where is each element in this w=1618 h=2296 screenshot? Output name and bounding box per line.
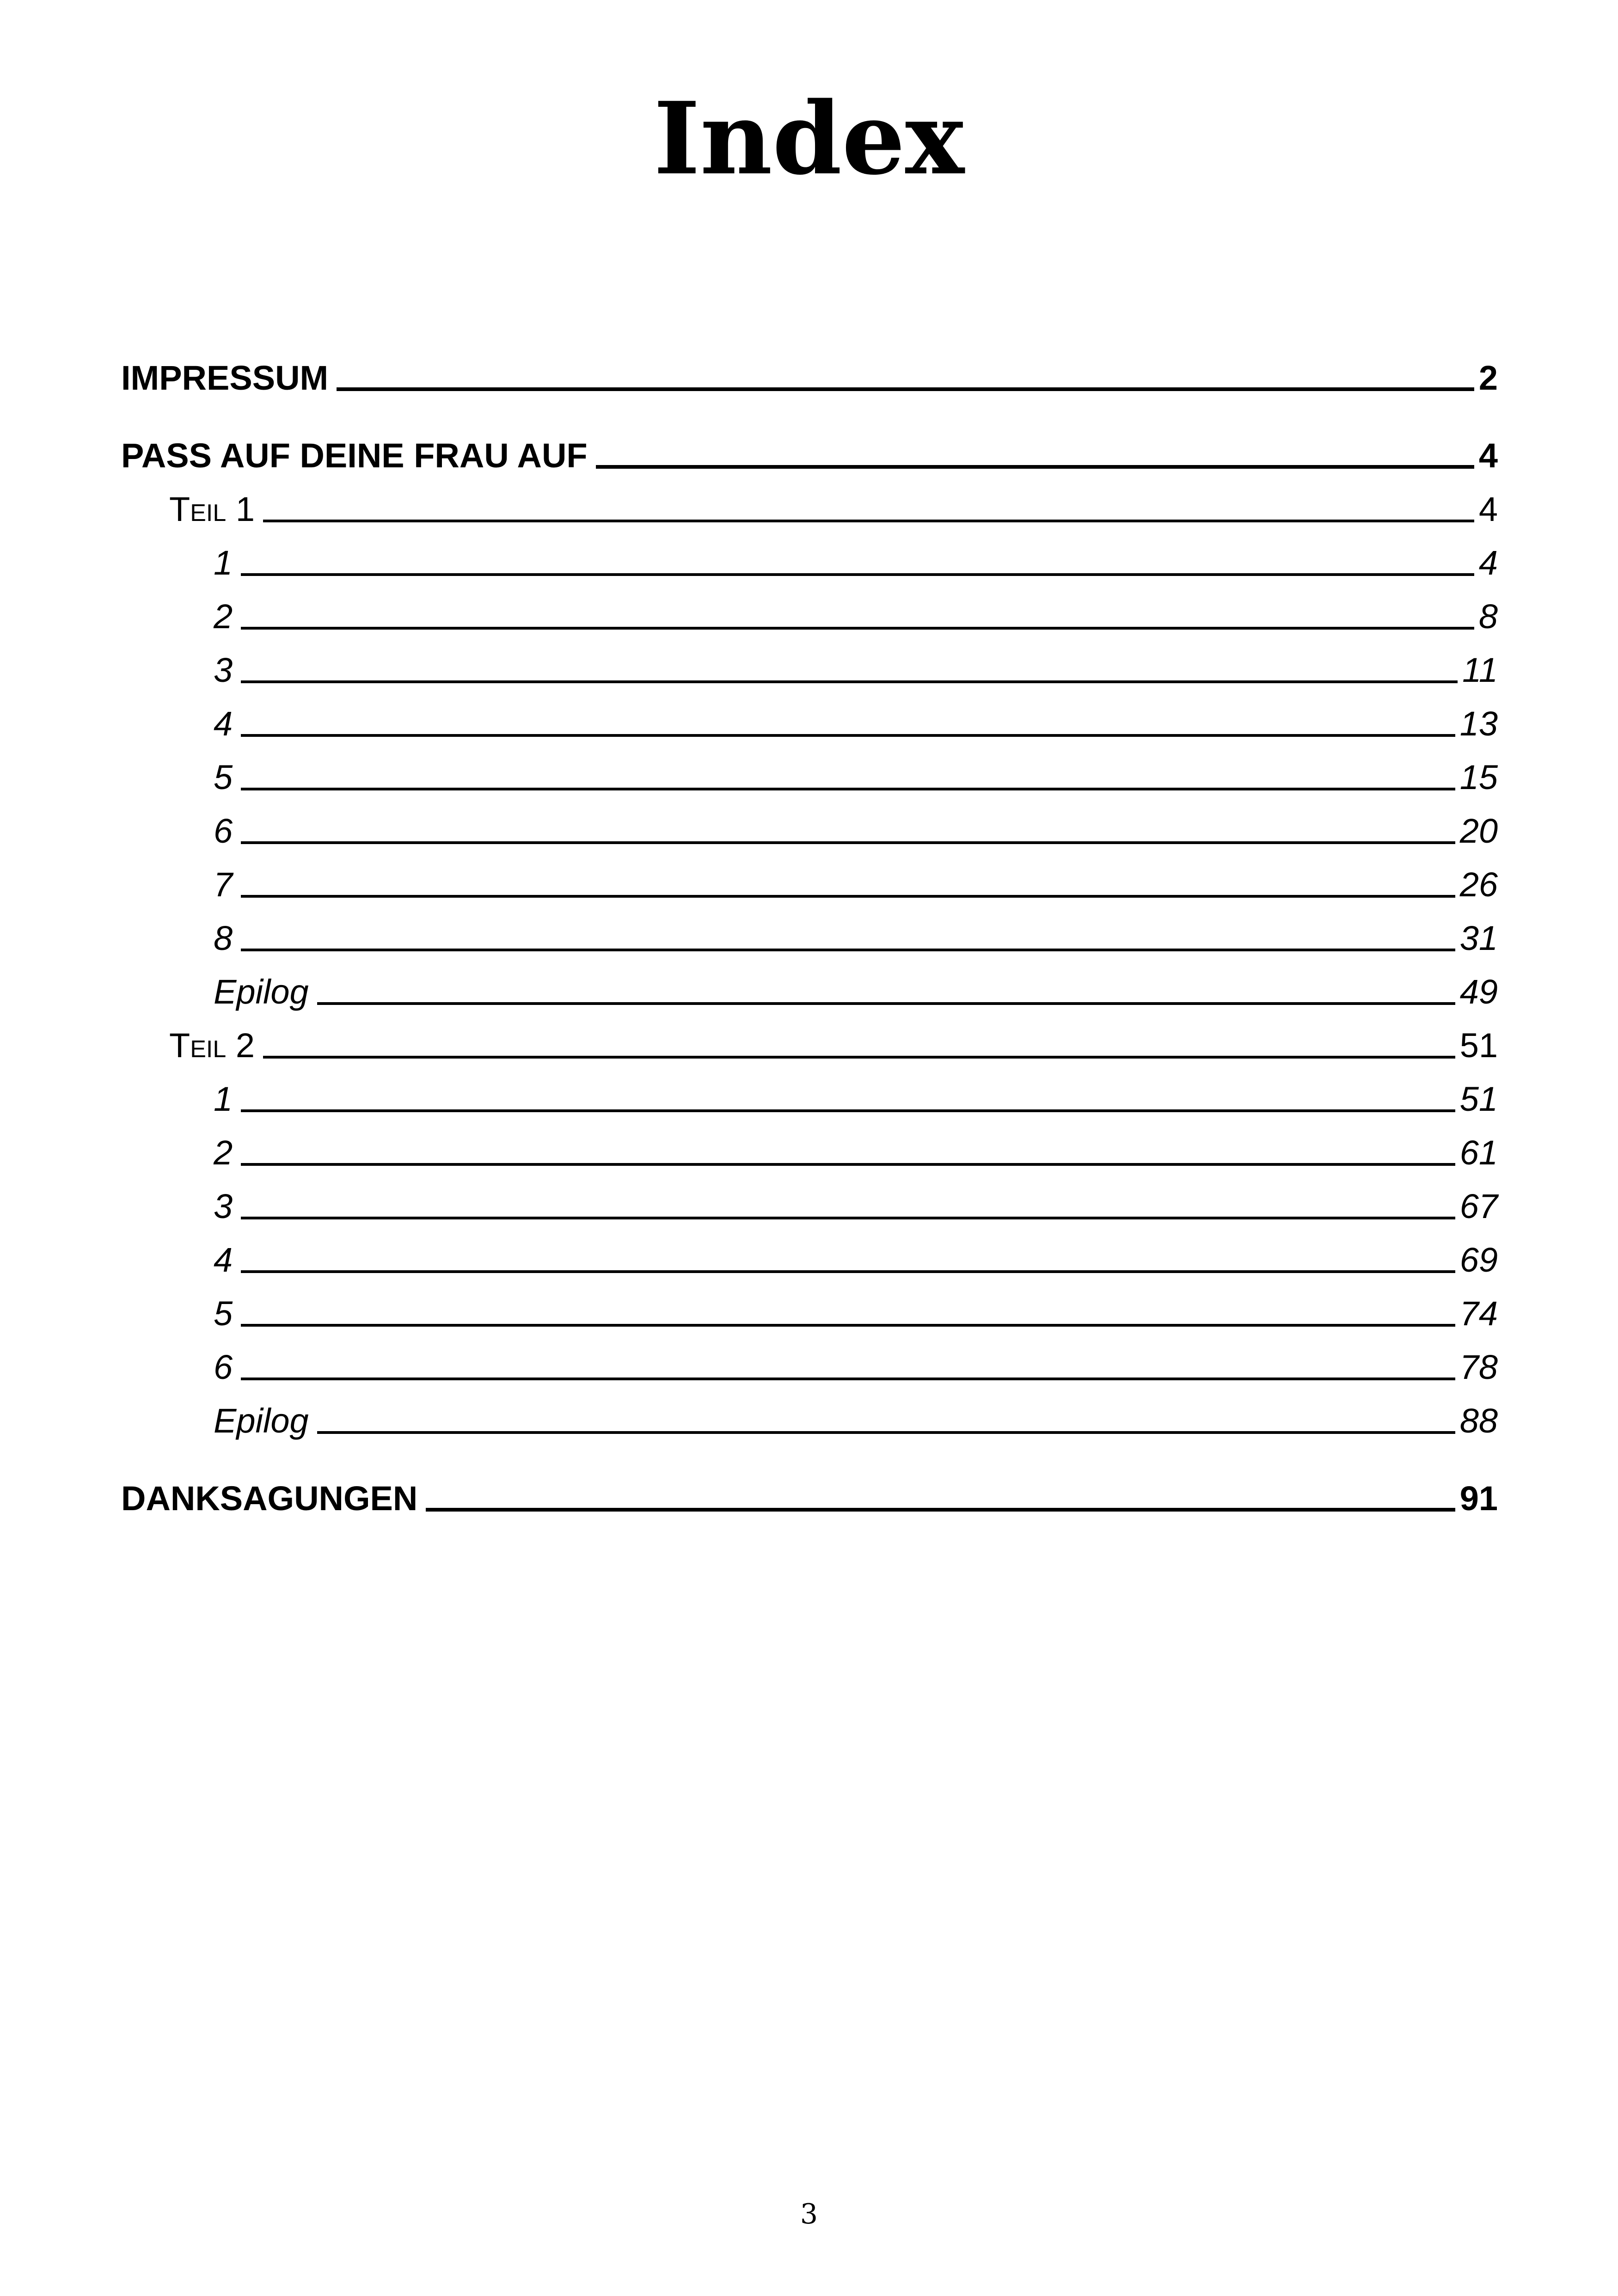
toc-leader-line (241, 1377, 1455, 1380)
toc-entry-label: 3 (214, 1187, 233, 1225)
toc-entry[interactable] (121, 640, 1498, 693)
toc-entry[interactable] (121, 854, 1498, 908)
toc-leader-line (241, 1270, 1455, 1273)
toc-leader-line (241, 894, 1455, 898)
toc-entry[interactable] (121, 1283, 1498, 1337)
toc-entry[interactable] (121, 586, 1498, 640)
toc-entry-label: 2 (214, 1133, 233, 1172)
toc-leader-line (241, 573, 1474, 576)
toc-entry[interactable] (121, 961, 1498, 1015)
toc-entry[interactable] (121, 1176, 1498, 1230)
toc-leader-line (317, 1431, 1455, 1434)
toc-entry[interactable] (121, 747, 1498, 801)
toc-entry[interactable] (121, 1230, 1498, 1283)
toc-entry-page: 15 (1459, 758, 1498, 796)
toc-entry-page: 61 (1459, 1133, 1498, 1172)
toc-entry-page: 51 (1459, 1080, 1498, 1118)
toc-entry[interactable] (121, 324, 1498, 401)
toc-entry[interactable] (121, 401, 1498, 479)
toc-entry-page: 88 (1459, 1402, 1498, 1440)
toc-entry-label: 4 (214, 704, 233, 743)
toc-entry-page: 69 (1459, 1241, 1498, 1279)
toc-entry-label: 6 (214, 1348, 233, 1386)
toc-entry-label: Epilog (214, 973, 309, 1011)
toc-entry-label: 5 (214, 1294, 233, 1333)
toc-entry[interactable] (121, 1069, 1498, 1122)
toc-entry[interactable] (121, 908, 1498, 961)
toc-leader-line (241, 1163, 1455, 1166)
toc-entry-label: 5 (214, 758, 233, 796)
toc-entry-page: 4 (1478, 436, 1498, 475)
toc-entry-page: 11 (1462, 651, 1498, 689)
toc-entry-label: PASS AUF DEINE FRAU AUF (121, 436, 588, 475)
toc-entry[interactable] (121, 1444, 1498, 1522)
toc-entry-label: 6 (214, 812, 233, 850)
toc-entry-label: DANKSAGUNGEN (121, 1479, 418, 1518)
toc-entry-page: 13 (1459, 704, 1498, 743)
toc-entry-page: 78 (1459, 1348, 1498, 1386)
toc-entry[interactable] (121, 1337, 1498, 1390)
toc-entry[interactable] (121, 479, 1498, 533)
toc-entry[interactable] (121, 1122, 1498, 1176)
toc-entry-page: 51 (1459, 1026, 1498, 1065)
toc-entry[interactable] (121, 533, 1498, 586)
toc-entry-page: 4 (1478, 490, 1498, 528)
toc-entry-page: 8 (1478, 597, 1498, 636)
toc-leader-line (241, 841, 1455, 844)
toc-leader-line (426, 1507, 1455, 1512)
toc-entry-page: 26 (1459, 865, 1498, 904)
toc-entry-label: Teil 2 (169, 1026, 255, 1065)
toc-entry-label: 8 (214, 919, 233, 957)
toc-entry-label: 7 (214, 865, 233, 904)
toc-leader-line (263, 519, 1474, 522)
toc-entry-label: 1 (214, 1080, 233, 1118)
toc-leader-line (241, 734, 1455, 737)
toc-entry-page: 2 (1478, 359, 1498, 397)
toc-entry-label: 4 (214, 1241, 233, 1279)
toc-entry-page: 91 (1459, 1479, 1498, 1518)
toc-entry[interactable] (121, 1015, 1498, 1069)
toc-leader-line (317, 1002, 1455, 1005)
toc-entry-page: 67 (1459, 1187, 1498, 1225)
toc-entry-label: 2 (214, 597, 233, 636)
toc-leader-line (337, 387, 1474, 391)
page-number: 3 (800, 2198, 818, 2230)
toc-entry-label: IMPRESSUM (121, 359, 329, 397)
toc-entry[interactable] (121, 1390, 1498, 1444)
toc-entry-page: 20 (1459, 812, 1498, 850)
toc-entry-page: 31 (1459, 919, 1498, 957)
toc-entry[interactable] (121, 801, 1498, 854)
toc-entry-label: Epilog (214, 1402, 309, 1440)
toc-leader-line (241, 1109, 1455, 1112)
toc-leader-line (596, 465, 1474, 469)
table-of-contents (121, 324, 1498, 1522)
toc-leader-line (241, 1216, 1455, 1219)
toc-entry-label: 1 (214, 544, 233, 582)
toc-entry[interactable] (121, 693, 1498, 747)
toc-leader-line (263, 1055, 1455, 1059)
toc-leader-line (241, 626, 1474, 630)
toc-entry-page: 49 (1459, 973, 1498, 1011)
toc-leader-line (241, 787, 1455, 790)
toc-entry-label: Teil 1 (169, 490, 255, 528)
toc-leader-line (241, 680, 1458, 683)
toc-entry-page: 4 (1478, 544, 1498, 582)
toc-entry-page: 74 (1459, 1294, 1498, 1333)
toc-entry-label: 3 (214, 651, 233, 689)
page-title: Index (653, 80, 965, 197)
toc-leader-line (241, 948, 1455, 951)
toc-leader-line (241, 1323, 1455, 1327)
